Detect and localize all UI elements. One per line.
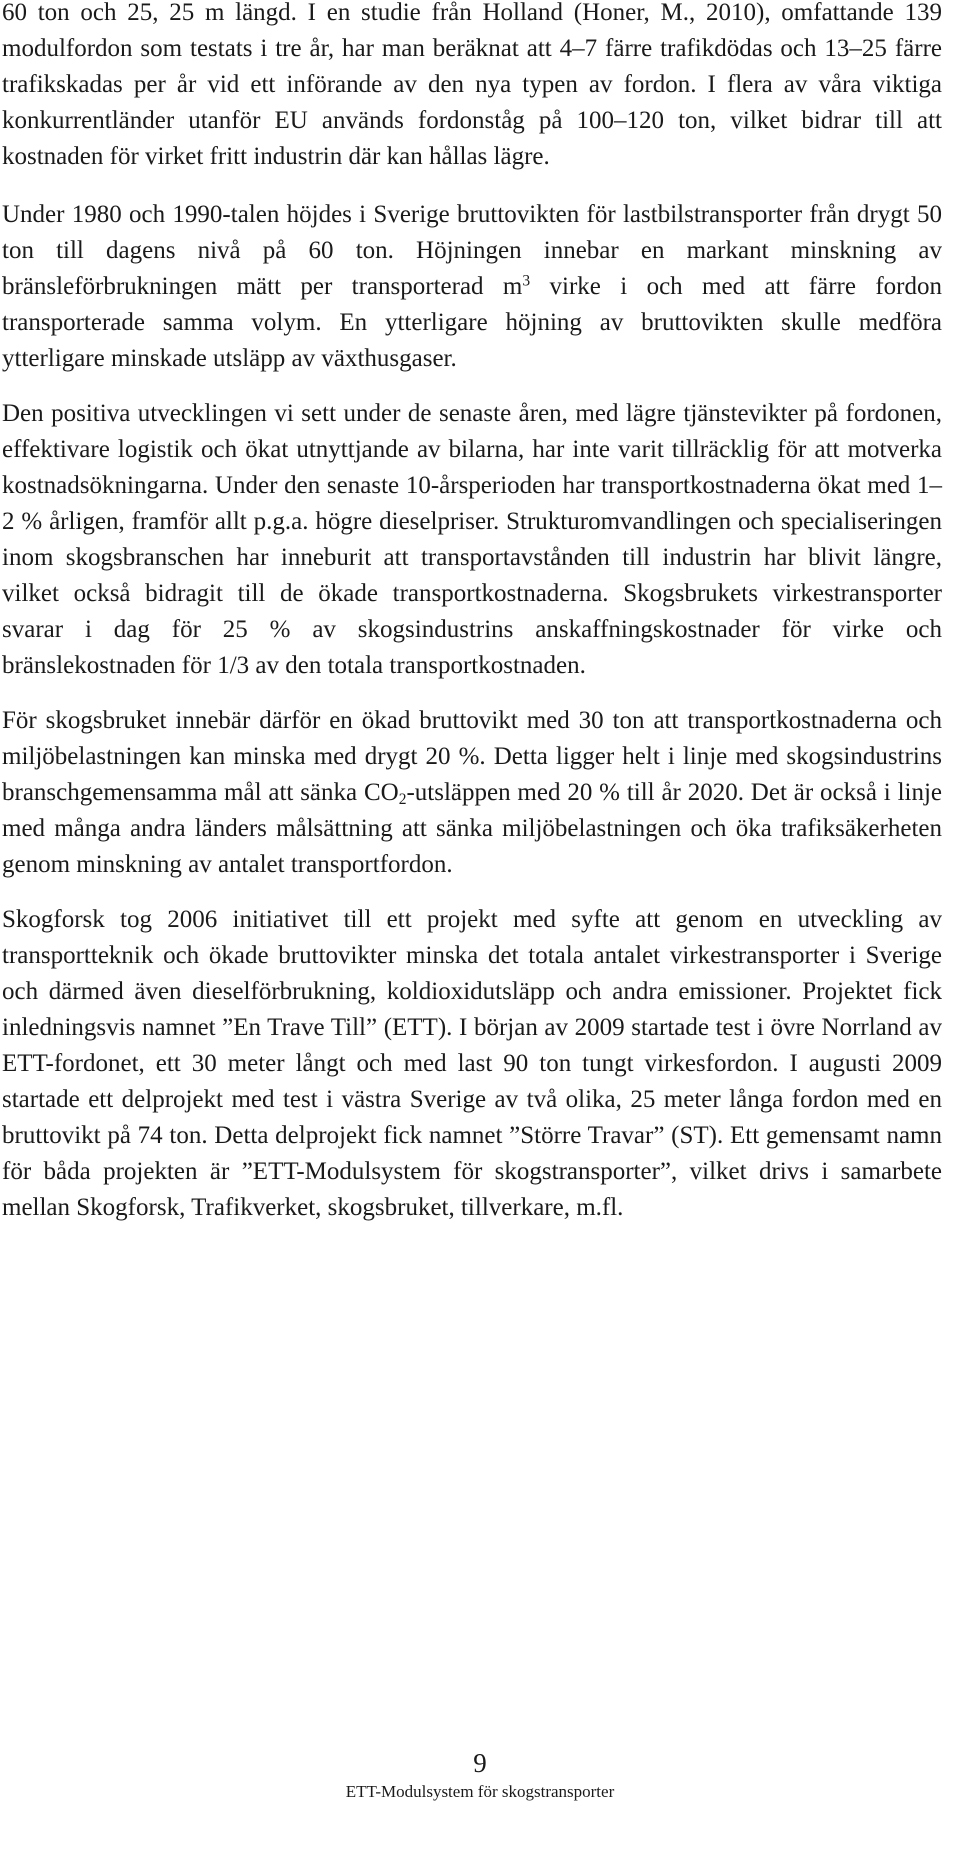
paragraph-2-text-a: Under 1980 och 1990-talen höjdes i Sverige bruttovikten för lastbilstransporter från drygt 50 ton till dagens nivå på 60 ton. Höjningen innebar en markant minskning av bränsleförbrukningen mätt per transporterad m <box>2 201 942 300</box>
cubic-superscript: 3 <box>522 272 531 290</box>
paragraph-3: Den positiva utvecklingen vi sett under de senaste åren, med lägre tjänstevikter på fordonen, effektivare logistik och ökat utnyttjande av bilarna, har inte varit tillräcklig för att motverka kostnadsökningarna. Under den senaste 10-årsperioden har transportkostnaderna ökat med 1–2 % årligen, framför allt p.g.a. högre dieselpriser. Strukturomvandlingen och specialiseringen inom skogsbranschen har inneburit att transportavstånden till industrin har blivit längre, vilket också bidragit till de ökade transportkostnaderna. Skogsbrukets virkestransporter svarar i dag för 25 % av skogsindustrins anskaffningskostnader för virke och bränslekostnaden för 1/3 av den totala transportkostnaden. <box>2 400 942 679</box>
co2-subscript: 2 <box>398 790 407 808</box>
footer-title: ETT-Modulsystem för skogstransporter <box>345 1782 615 1801</box>
paragraph-5: Skogforsk tog 2006 initiativet till ett projekt med syfte att genom en utveckling av transportteknik och ökade bruttovikter minska det totala antalet virkestransporter i Sverige och därmed även dieselförbrukning, koldioxidutsläpp och andra emissioner. Projektet fick inledningsvis namnet ”En Trave Till” (ETT). I början av 2009 startade test i övre Norrland av ETT-fordonet, ett 30 meter långt och med last 90 ton tungt virkesfordon. I augusti 2009 startade ett delprojekt med test i västra Sverige av två olika, 25 meter långa fordon med en bruttovikt på 74 ton. Detta delprojekt fick namnet ”Större Travar” (ST). Ett gemensamt namn för båda projekten är ”ETT-Modulsystem för skogstransporter”, vilket drivs i samarbete mellan Skogforsk, Trafikverket, skogsbruket, tillverkare, m.fl. <box>2 906 942 1221</box>
paragraph-2-text-b: virke i och med att färre fordon transporterade samma volym. En ytterligare höjning av bruttovikten skulle medföra ytterligare minskade utsläpp av växthusgaser. <box>2 273 942 372</box>
paragraph-4-text-b: -utsläppen med 20 % till år 2020. Det är också i linje med många andra länders målsättning att sänka miljöbelastningen och öka trafiksäkerheten genom minskning av antalet transportfordon. <box>2 779 943 878</box>
page-footer <box>0 1747 960 1803</box>
paragraph-1: 60 ton och 25, 25 m längd. I en studie från Holland (Honer, M., 2010), omfattande 139 modulfordon som testats i tre år, har man beräknat att 4–7 färre trafikdödas och 13–25 färre trafikskadas per år vid ett införande av den nya typen av fordon. I flera av våra viktiga konkurrentländer utanför EU används fordonståg på 100–120 ton, vilket bidrar till att kostnaden för virket fritt industrin där kan hållas lägre. <box>2 0 942 170</box>
paragraph-4-text-a: För skogsbruket innebär därför en ökad bruttovikt med 30 ton att transportkostnaderna och miljöbelastningen kan minska med drygt 20 %. Detta ligger helt i linje med skogsindustrins branschgemensamma mål att sänka CO <box>2 707 942 806</box>
page-number: 9 <box>473 1748 487 1778</box>
paragraph-4 <box>2 703 942 883</box>
paragraph-2 <box>2 197 942 377</box>
